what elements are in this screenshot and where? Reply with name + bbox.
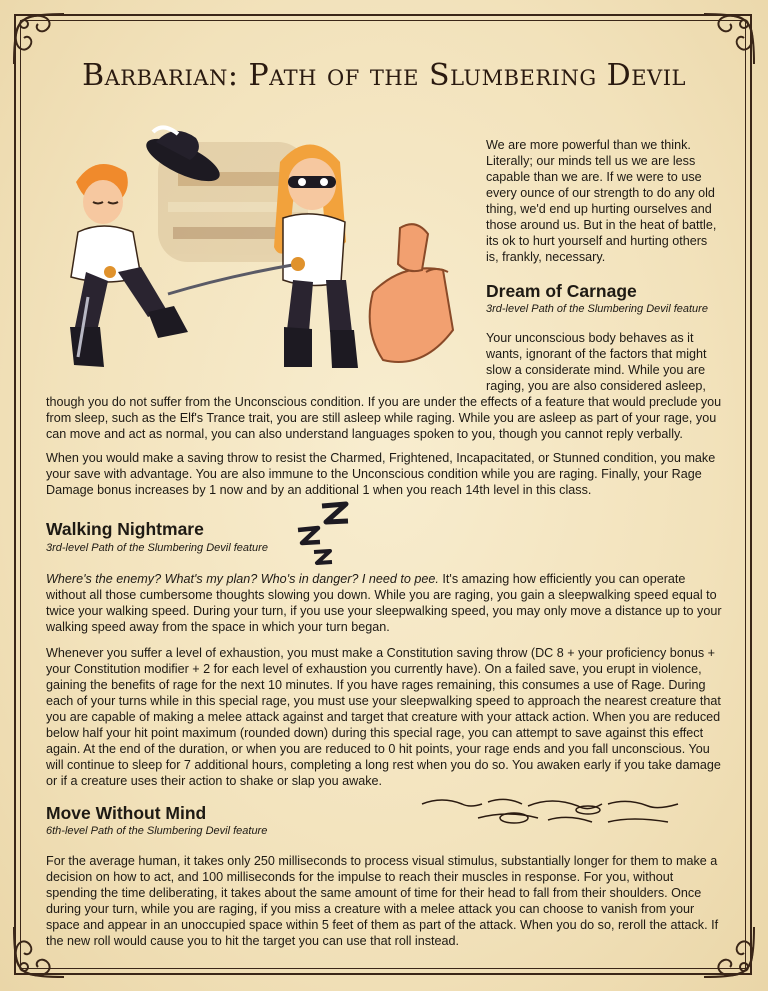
text-line: from sleep, such as the Elf's Trance trait, you are still asleep while raging. While you are asleep as part of your rage, you: [46, 411, 717, 425]
walking-paragraph-2: [46, 645, 724, 789]
text-paragraph: When you would make a saving throw to resist the Charmed, Frightened, Incapacitated, or Stunned condition, you make your save with advantage. You are also immune to the Unconscious condition while you are raging. Finally, your Rage Damage bonus increases by 1 now and by an additional 1 when you reach 14th level in this class.: [46, 451, 716, 497]
intro-text: We are more powerful than we think. Literally; our minds tell us we are less capable than we are. If we were to use every ounce of our strength to do any old thing, we'd end up hurting ourselves and those around us. But in the heat of battle, its ok to hurt yourself and hurting others is, frankly, necessary.: [486, 138, 717, 264]
text-paragraph: [46, 571, 724, 635]
heading-dream-of-carnage: Dream of Carnage: [486, 281, 637, 301]
text-line: slow a considerate mind. While you are: [486, 363, 706, 377]
subtitle-dream-of-carnage: 3rd-level Path of the Slumbering Devil feature: [486, 303, 708, 315]
heading-move-without-mind: Move Without Mind: [46, 803, 207, 823]
text-span: It's amazing how efficiently you can operate without all those cumbersome thoughts slowing you down. While you are raging, you gain a sleepwalking speed equal to twice your walking speed. During your turn, if you use your sleepwalking speed, you may only move a distance up to your walking speed away from the space in which your turn began.: [46, 572, 722, 634]
text-line: though you do not suffer from the Unconscious condition. If you are under the effects of a feature that would preclude you: [46, 395, 722, 409]
dream-paragraph-2: [46, 450, 724, 498]
zzz-sleep-icon: [288, 500, 352, 572]
text-line: wants, ignorant of the factors that might: [486, 347, 707, 361]
text-paragraph: For the average human, it takes only 250 milliseconds to process visual stimulus, substantially longer for them to make a decision on how to act, and 100 milliseconds for the impulse to reach their muscles in response. For you, without spending the time deliberating, it takes about the same amount of time for their head to fall from their shoulders. Once during your turn, while you are raging, if you miss a creature with a melee attack you can choose to vanish from your space and appear in an unoccupied space within 5 feet of them as part of the attack. When you do so, reroll the attack. If the new roll would cause you to hit the target you can use that roll instead.: [46, 854, 719, 948]
dream-paragraph-full: [46, 394, 736, 442]
motion-lines-icon: [418, 796, 686, 830]
subtitle-walking-nightmare: 3rd-level Path of the Slumbering Devil feature: [46, 542, 268, 554]
move-paragraph-1: [46, 853, 724, 949]
page-title: Barbarian: Path of the Slumbering Devil: [82, 58, 686, 93]
barbarian-illustration: [48, 122, 468, 384]
dream-paragraph-right: [486, 330, 722, 394]
text-line: can move and act as normal, you can also understand languages spoken to you, though you cannot reply verbally.: [46, 427, 683, 441]
intro-paragraph: [486, 137, 722, 265]
walking-paragraph-1: [46, 571, 724, 635]
subtitle-move-without-mind: 6th-level Path of the Slumbering Devil feature: [46, 825, 268, 837]
text-line: raging, you are also considered asleep,: [486, 379, 706, 393]
italic-quote: Where's the enemy? What's my plan? Who's in danger? I need to pee.: [46, 572, 439, 586]
text-line: Your unconscious body behaves as it: [486, 331, 694, 345]
text-paragraph: Whenever you suffer a level of exhaustion, you must make a Constitution saving throw (DC 8 + your proficiency bonus + your Constitution modifier + 2 for each level of exhaustion you currently have). On a failed save, you erupt in violence, gaining the benefits of rage for the next 10 minutes. If you have rages remaining, this consumes a use of Rage. During each of your turns while in this special rage, you must use your sleepwalking speed to approach the nearest creature that you are capable of making a melee attack against and target that creature with your attack action. When you are reduced below half your hit point maximum (rounded down) during this special rage, you can attempt to save against this effect again. At the end of the duration, or when you are reduced to 0 hit points, your rage ends and you fall unconscious. You will continue to sleep for 7 additional hours, completing a long rest when you do so. You awaken early if you take damage or if a creature uses their action to shake or slap you awake.: [46, 646, 721, 788]
heading-walking-nightmare: Walking Nightmare: [46, 519, 204, 539]
